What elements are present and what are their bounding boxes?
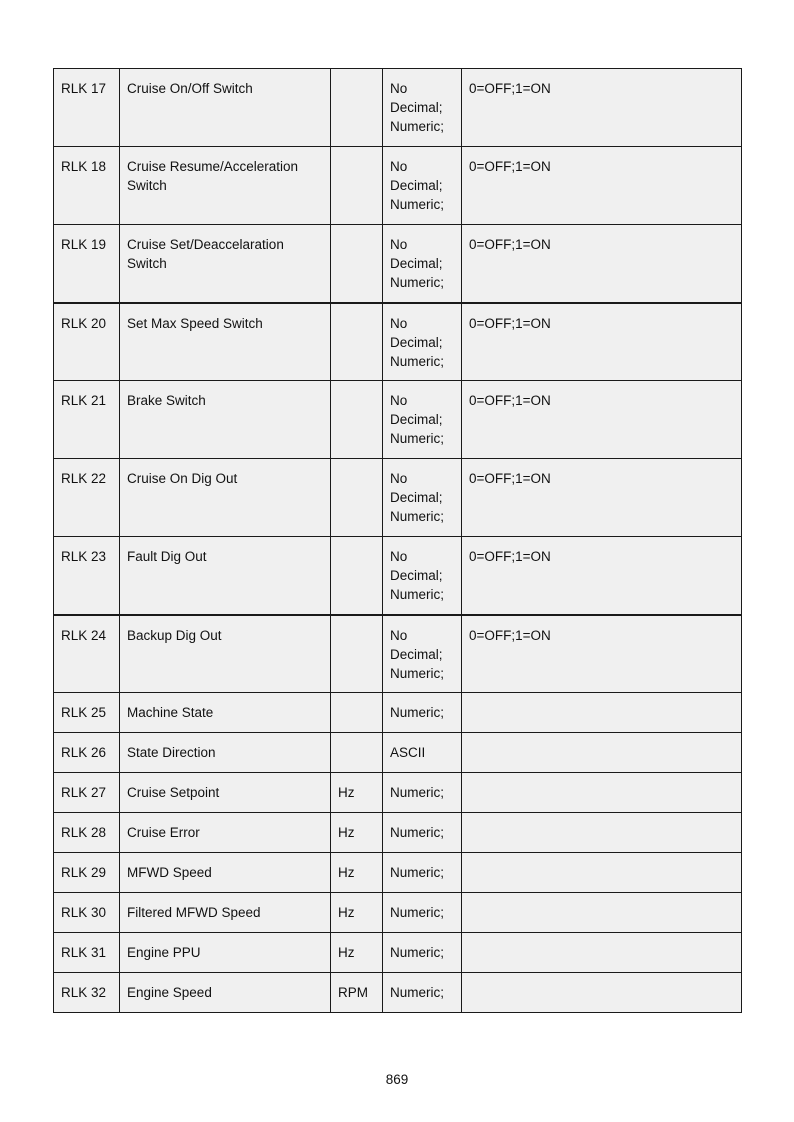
format-line: Numeric; <box>390 865 445 880</box>
unit-cell <box>331 147 383 225</box>
parameter-id-cell: RLK 22 <box>54 459 120 537</box>
format-cell <box>383 813 462 853</box>
page-number: 869 <box>385 1072 409 1087</box>
unit-cell <box>331 693 383 733</box>
unit-cell: Hz <box>331 893 383 933</box>
unit-cell <box>331 615 383 693</box>
table-row <box>54 147 742 225</box>
table-row <box>54 773 742 813</box>
unit-cell <box>331 733 383 773</box>
parameter-name-cell: Cruise Setpoint <box>120 773 331 813</box>
format-cell <box>383 973 462 1013</box>
table-row <box>54 615 742 693</box>
format-line: Numeric; <box>390 197 445 212</box>
format-cell <box>383 853 462 893</box>
parameter-id-cell: RLK 25 <box>54 693 120 733</box>
values-cell <box>462 933 742 973</box>
format-line: Decimal; <box>390 568 443 583</box>
format-line: Decimal; <box>390 490 443 505</box>
parameter-name-cell: Brake Switch <box>120 381 331 459</box>
values-cell: 0=OFF;1=ON <box>462 615 742 693</box>
table-row <box>54 973 742 1013</box>
format-line: Numeric; <box>390 431 445 446</box>
format-line: Numeric; <box>390 945 445 960</box>
format-cell <box>383 693 462 733</box>
format-line: No <box>390 315 408 331</box>
format-cell <box>383 459 462 537</box>
values-cell <box>462 813 742 853</box>
unit-cell: Hz <box>331 813 383 853</box>
parameter-id-cell: RLK 32 <box>54 973 120 1013</box>
unit-cell: Hz <box>331 773 383 813</box>
format-line: Numeric; <box>390 985 445 1000</box>
format-line: Decimal; <box>390 100 443 115</box>
parameter-id-cell: RLK 19 <box>54 225 120 303</box>
unit-cell <box>331 69 383 147</box>
format-line: Decimal; <box>390 646 443 662</box>
parameter-name-cell: Backup Dig Out <box>120 615 331 693</box>
format-cell <box>383 773 462 813</box>
values-cell: 0=OFF;1=ON <box>462 381 742 459</box>
unit-cell <box>331 537 383 615</box>
format-line: ASCII <box>390 745 426 760</box>
parameter-id-cell: RLK 21 <box>54 381 120 459</box>
format-line: No <box>390 549 408 564</box>
values-cell <box>462 973 742 1013</box>
values-cell: 0=OFF;1=ON <box>462 459 742 537</box>
table-row <box>54 693 742 733</box>
unit-cell <box>331 225 383 303</box>
parameter-name-cell: Cruise Set/Deaccelaration Switch <box>120 225 331 303</box>
parameter-id-cell: RLK 31 <box>54 933 120 973</box>
parameter-name-cell: MFWD Speed <box>120 853 331 893</box>
parameter-id-cell: RLK 27 <box>54 773 120 813</box>
format-line: Decimal; <box>390 334 443 350</box>
table-row <box>54 537 742 615</box>
format-cell <box>383 225 462 303</box>
parameter-name-cell: Cruise Error <box>120 813 331 853</box>
table-row <box>54 303 742 381</box>
parameter-name-cell: Set Max Speed Switch <box>120 303 331 381</box>
unit-cell: Hz <box>331 933 383 973</box>
parameter-name-cell: State Direction <box>120 733 331 773</box>
format-line: Numeric; <box>390 665 445 681</box>
parameter-id-cell: RLK 28 <box>54 813 120 853</box>
format-line: Numeric; <box>390 119 445 134</box>
unit-cell: Hz <box>331 853 383 893</box>
format-cell <box>383 893 462 933</box>
format-line: Decimal; <box>390 178 443 193</box>
parameter-name-cell: Cruise On/Off Switch <box>120 69 331 147</box>
format-line: Numeric; <box>390 785 445 800</box>
format-line: No <box>390 471 408 486</box>
format-cell <box>383 615 462 693</box>
format-cell <box>383 381 462 459</box>
table-row <box>54 933 742 973</box>
values-cell <box>462 733 742 773</box>
values-cell <box>462 773 742 813</box>
format-line: No <box>390 81 408 96</box>
format-line: No <box>390 237 408 252</box>
format-cell <box>383 933 462 973</box>
values-cell: 0=OFF;1=ON <box>462 225 742 303</box>
values-cell <box>462 853 742 893</box>
table-row <box>54 69 742 147</box>
values-cell: 0=OFF;1=ON <box>462 147 742 225</box>
parameter-id-cell: RLK 20 <box>54 303 120 381</box>
format-line: Numeric; <box>390 353 445 369</box>
values-cell <box>462 693 742 733</box>
format-line: Numeric; <box>390 587 445 602</box>
values-cell: 0=OFF;1=ON <box>462 69 742 147</box>
format-line: No <box>390 393 408 408</box>
parameter-table-body <box>54 69 742 1013</box>
format-line: No <box>390 627 408 643</box>
parameter-id-cell: RLK 29 <box>54 853 120 893</box>
unit-cell: RPM <box>331 973 383 1013</box>
table-row <box>54 381 742 459</box>
values-cell: 0=OFF;1=ON <box>462 303 742 381</box>
unit-cell <box>331 303 383 381</box>
values-cell: 0=OFF;1=ON <box>462 537 742 615</box>
table-row <box>54 853 742 893</box>
format-cell <box>383 303 462 381</box>
parameter-name-cell: Filtered MFWD Speed <box>120 893 331 933</box>
parameter-id-cell: RLK 30 <box>54 893 120 933</box>
values-cell <box>462 893 742 933</box>
format-cell <box>383 147 462 225</box>
table-row <box>54 733 742 773</box>
parameter-table <box>53 68 742 1013</box>
table-row <box>54 813 742 853</box>
table-row <box>54 893 742 933</box>
format-line: Decimal; <box>390 412 443 427</box>
format-line: No <box>390 159 408 174</box>
format-line: Numeric; <box>390 509 445 524</box>
format-line: Numeric; <box>390 275 445 290</box>
format-line: Numeric; <box>390 705 445 720</box>
parameter-name-cell: Engine Speed <box>120 973 331 1013</box>
format-cell <box>383 733 462 773</box>
format-line: Numeric; <box>390 825 445 840</box>
parameter-id-cell: RLK 17 <box>54 69 120 147</box>
unit-cell <box>331 381 383 459</box>
format-line: Numeric; <box>390 905 445 920</box>
parameter-id-cell: RLK 26 <box>54 733 120 773</box>
table-row <box>54 225 742 303</box>
format-line: Decimal; <box>390 256 443 271</box>
parameter-id-cell: RLK 23 <box>54 537 120 615</box>
format-cell <box>383 537 462 615</box>
parameter-name-cell: Cruise On Dig Out <box>120 459 331 537</box>
parameter-id-cell: RLK 18 <box>54 147 120 225</box>
parameter-name-cell: Cruise Resume/Acceleration Switch <box>120 147 331 225</box>
unit-cell <box>331 459 383 537</box>
table-row <box>54 459 742 537</box>
parameter-name-cell: Engine PPU <box>120 933 331 973</box>
parameter-id-cell: RLK 24 <box>54 615 120 693</box>
parameter-name-cell: Fault Dig Out <box>120 537 331 615</box>
parameter-name-cell: Machine State <box>120 693 331 733</box>
format-cell <box>383 69 462 147</box>
